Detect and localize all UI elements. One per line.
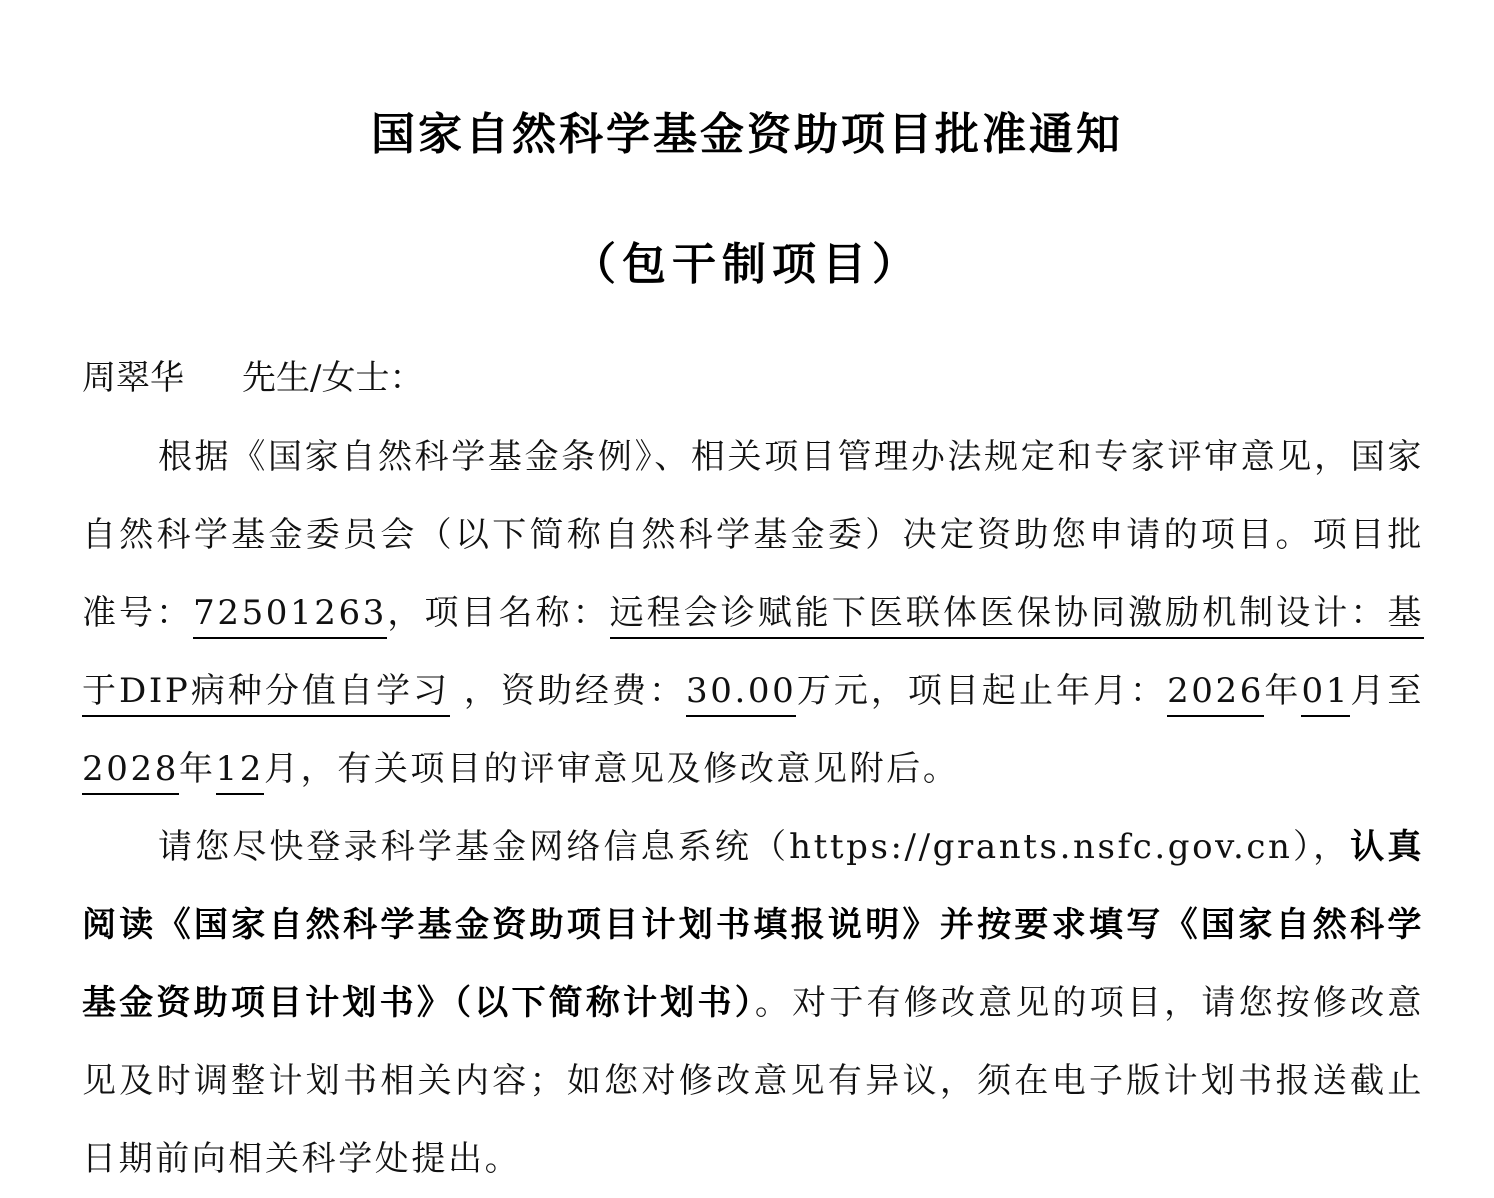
salutation [82,350,423,399]
salutation-suffix: 先生/女士： [242,358,424,398]
approval-number: 72501263 [193,593,387,639]
document-subtitle: （包干制项目） [572,239,922,290]
approval-paragraph [82,418,1424,808]
bold-instruction: 认真阅读《国家自然科学基金资助项目计划书填报说明》并按要求填写《国家自然科学基金资助项目计划书》（以下简称计划书） [82,827,1425,1023]
funding-amount: 30.00 [686,671,796,717]
instruction-paragraph [82,808,1424,1198]
paragraph-text: 月至 [1349,671,1424,711]
paragraph-text: 年 [178,749,216,789]
end-year: 2028 [82,749,179,795]
paragraph-text: 根据《国家自然科学基金条例》、相关项目管理办法规定和专家评审意见，国家自然科学基金委员会（以下简称自然科学基金委）决定资助您申请的项目。项目批准号： [82,437,1424,633]
paragraph-text: 请您尽快登录科学基金网络信息系统（https://grants.nsfc.gov.cn）， [158,827,1351,867]
start-month: 01 [1301,671,1349,717]
paragraph-text: 月，有关项目的评审意见及修改意见附后。 [264,749,960,789]
end-month: 12 [216,749,264,795]
recipient-name: 周翠华 [82,358,184,398]
paragraph-text: ，资助经费： [450,671,687,711]
paragraph-text: 万元，项目起止年月： [796,671,1168,711]
start-year: 2026 [1167,671,1264,717]
paragraph-text: ，项目名称： [386,593,610,633]
project-name: 远程会诊赋能下医联体医保协同激励机制设计：基于DIP病种分值自学习 [82,593,1424,717]
paragraph-text: 年 [1264,671,1302,711]
paragraph-text: 。对于有修改意见的项目，请您按修改意见及时调整计划书相关内容；如您对修改意见有异议，须在电子版计划书报送截止日期前向相关科学处提出。 [82,983,1424,1179]
document-title: 国家自然科学基金资助项目批准通知 [371,109,1123,160]
